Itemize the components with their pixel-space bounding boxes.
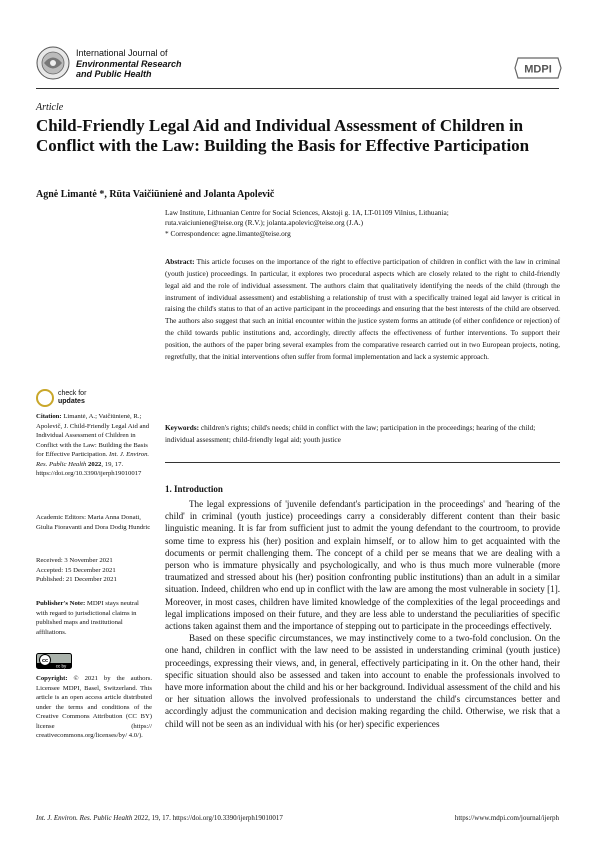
journal-line-1: International Journal of [76, 48, 168, 58]
copyright-text: © 2021 by the authors. Licensee MDPI, Basel, Switzerland. This article is an open access article distributed under the terms and conditions of the Creative Commons Attribution (CC BY) license (https:// creativecommons.org/licenses/by/ 4.0/). [36, 675, 152, 740]
svg-text:cc: cc [41, 658, 49, 664]
published-date: Published: 21 December 2021 [36, 576, 117, 584]
footer-journal-url[interactable]: https://www.mdpi.com/journal/ijerph [454, 814, 559, 822]
abstract [165, 256, 560, 363]
article-type: Article [36, 102, 64, 113]
affiliations [165, 208, 565, 239]
footer-citation [36, 814, 283, 822]
journal-line-3: and Public Health [76, 69, 152, 79]
author-list: Agnė Limantė *, Rūta Vaičiūnienė and Jolanta Apolevič [36, 189, 275, 200]
correspondence-line: * Correspondence: agne.limante@teise.org [165, 228, 291, 238]
footer-journal: Int. J. Environ. Res. Public Health [36, 814, 133, 822]
copyright-label: Copyright: [36, 675, 68, 682]
affiliation-line-2: ruta.vaiciuniene@teise.org (R.V.); jolanta.apolevic@teise.org (J.A.) [165, 218, 364, 228]
copyright-block [36, 674, 152, 741]
header-rule [36, 88, 559, 89]
paragraph-1: The legal expressions of 'juvenile defendant's participation in the proceedings' and 'hearing of the child' in criminal (youth justice) proceedings carry a considerably different content than their basic linguistic meaning. It is far from sufficient just to admit the young defendant to the courtroom, to provide some time to express his (her) position and explain himself, or to allow him to get acquainted with the documents or permit challenging them. The concept of a child per se means that we are dealing with a person who is immature physically and psychologically, and who is thus much more vulnerable (more traumatized and stressed about his (her) position confronting public institutions) than an adult in a similar situation. Indeed, children who end up in conflict with the law are among the most vulnerable in society [1]. Moreover, in most cases, children have limited knowledge of the complexities of the legal proceedings and legal implications imposed on their future, and they are less able to understand the peculiarities of specific actions taken against them and the importance of stepping out to participate in the proceedings effectively. [165, 499, 560, 632]
journal-logo-icon [36, 46, 70, 80]
received-date: Received: 3 November 2021 [36, 557, 113, 564]
citation-year: 2022 [88, 460, 102, 468]
publisher-note-label: Publisher's Note: [36, 600, 86, 607]
dates-block [36, 556, 152, 585]
check-line-1: check for [58, 390, 87, 397]
affiliation-line-1: Law Institute, Lithuanian Centre for Social Sciences, Akstoji g. 1A, LT-01109 Vilnius, Lithuania; [165, 208, 449, 217]
publisher-note [36, 599, 152, 637]
citation-block [36, 412, 152, 479]
keywords-text: children's rights; child's needs; child in conflict with the law; participation in the proceedings; hearing of the child; individual assessment; child-friendly legal aid; youth justice [165, 423, 536, 444]
cc-by-text: cc by [55, 663, 67, 669]
body-text [165, 498, 560, 730]
journal-line-2: Environmental Research [76, 58, 182, 69]
mdpi-logo-text: MDPI [524, 63, 552, 76]
paragraph-2: Based on these specific circumstances, we may instinctively come to a two-fold conclusion. On the one hand, children in conflict with the law need to be assisted in understanding criminal (youth justice) proceedings, expressing their views, and, in general, effectively participating in it. On the other hand, their specific situation should also be assessed and taken into account to enable the professionals involved to have more information about the child and his or her background. Individual assessment of the child and his or her situation allows the involved professionals to understand the child's circumstances better and accordingly adjust the communication and decision making regarding the child. Otherwise, we risk that a child will not be seen as an individual with his (or her) specific experiences [165, 633, 560, 729]
abstract-separator [165, 462, 560, 463]
section-heading: 1. Introduction [165, 484, 223, 494]
citation-text: Limantė, A.; Vaičiūnienė, R.; Apolevič, J. Child-Friendly Legal Aid and Individual Assessment of Children in Conflict with the Law: Building the Basis for Effective Participation. [36, 413, 150, 459]
check-for-updates-icon[interactable] [36, 389, 54, 407]
publisher-note-text: MDPI stays neutral with regard to jurisdictional claims in published maps and institutional affiliations. [36, 600, 139, 636]
abstract-label: Abstract: [165, 257, 195, 266]
academic-editors: Academic Editors: Maria Anna Donati, Giulia Fioravanti and Dora Dodig Hundric [36, 514, 151, 531]
citation-rest[interactable]: , 19, 17. https://doi.org/10.3390/ijerph19010017 [36, 460, 142, 478]
mdpi-logo-icon [514, 56, 562, 80]
keywords-label: Keywords: [165, 423, 200, 432]
citation-label: Citation: [36, 413, 62, 420]
abstract-text: This article focuses on the importance of the right to effective participation of children in conflict with the law in criminal (youth justice) proceedings. In particular, it explores two procedural aspects which are closely related to the right to child-friendly legal aid and the role of individual assessment. The authors claim that qualitatively identifying the needs of the child (through the instrument of individual assessment) and establishing a relationship of trust with a specifically trained legal aid lawyer is critical in raising the child's status to that of an active participant in the proceedings and ensuring that the best interests of the child are observed. The authors also suggest that such an initial encounter within the justice system forms an attitude (of either confidence or rejection) of the child towards public institutions and, accordingly, directly affects the effectiveness of further interventions. To support their position, the authors of the paper bring several examples from the comparative research carried out in two European projects, noting, regretfully, that the initial interventions often suffer from formal implementation and lack a systemic approach. [165, 257, 560, 361]
cc-by-license-icon[interactable] [36, 653, 72, 669]
article-title: Child-Friendly Legal Aid and Individual Assessment of Children in Conflict with the Law: Building the Basis for Effective Participation [36, 116, 530, 155]
check-line-2: updates [58, 398, 85, 405]
journal-name [76, 48, 182, 80]
footer-doi[interactable]: 2022, 19, 17. https://doi.org/10.3390/ijerph19010017 [132, 814, 283, 822]
citation-journal: Int. J. Environ. Res. Public Health [36, 451, 150, 468]
keywords [165, 422, 560, 445]
check-for-updates-label[interactable] [58, 390, 86, 406]
accepted-date: Accepted: 15 December 2021 [36, 566, 116, 574]
